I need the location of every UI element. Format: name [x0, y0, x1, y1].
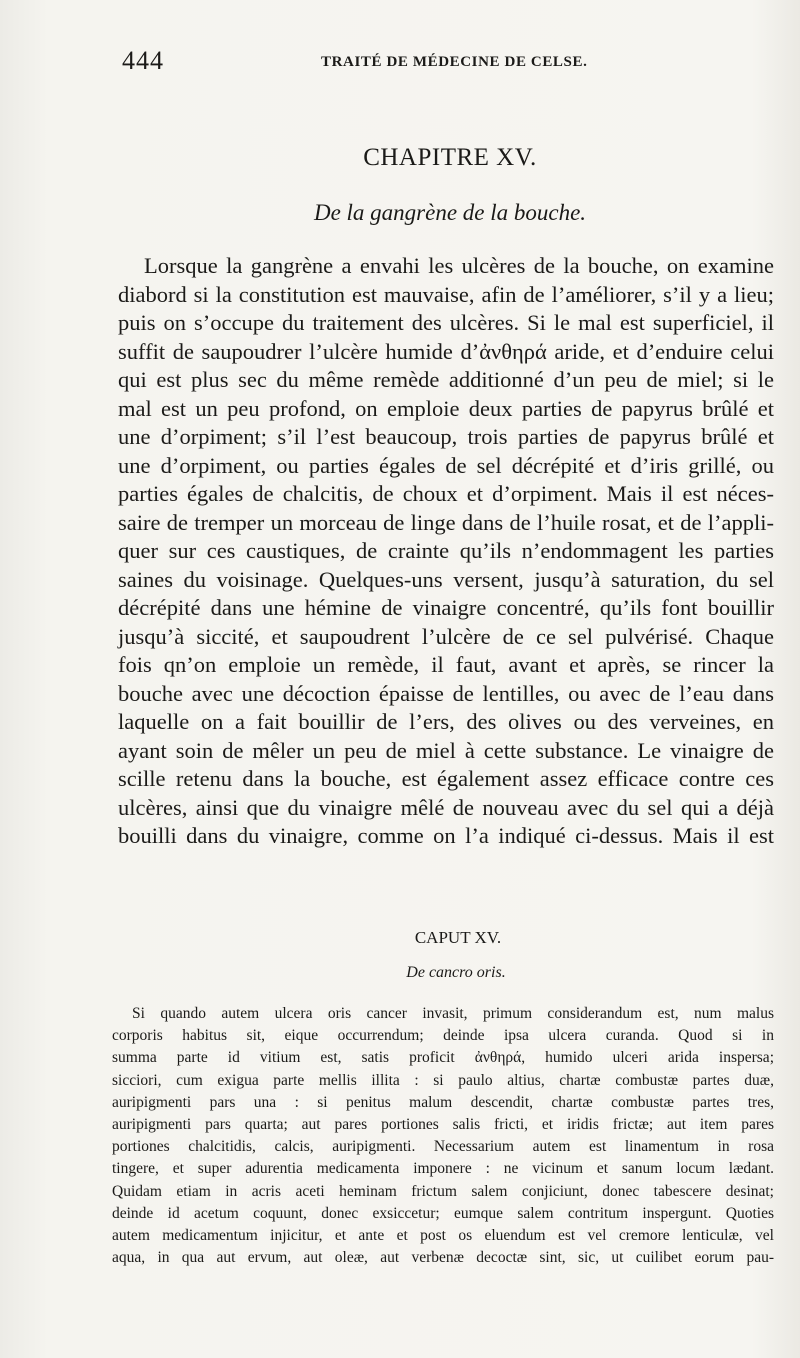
french-line: saines du voisinage. Quelques-uns versent, jusqu’à saturation, du sel	[118, 566, 774, 592]
french-line: Lorsque la gangrène a envahi les ulcères de la bouche, on examine	[144, 253, 774, 278]
french-line: une d’orpiment, ou parties égales de sel décrépité et d’iris grillé, ou	[118, 452, 774, 478]
french-line: décrépité dans une hémine de vinaigre concentré, qu’ils font bouillir	[118, 595, 774, 620]
latin-line: auripigmenti pars una : si penitus malum descendit, chartæ combustæ partes tres,	[112, 1093, 774, 1111]
caput-title: CAPUT XV.	[414, 928, 502, 947]
latin-line: autem medicamentum injicitur, et ante et post os eluendum est vel cremore lenticulæ, vel	[112, 1226, 774, 1244]
french-line: bouilli dans du vinaigre, comme on l’a indiqué ci-dessus. Mais il est	[118, 823, 774, 848]
latin-line: auripigmenti pars quarta; aut pares portiones salis fricti, et iridis frictæ; aut item pares	[112, 1115, 774, 1133]
french-paragraph	[118, 252, 774, 851]
latin-line: summa parte id vitium est, satis proficit ἀνθηρά, humido ulceri arida inspersa;	[112, 1049, 774, 1067]
latin-paragraph	[112, 1003, 774, 1269]
page-number: 444	[122, 46, 164, 75]
french-line: ulcères, ainsi que du vinaigre mêlé de nouveau avec du sel qui a déjà	[118, 794, 774, 820]
running-head	[118, 46, 608, 76]
french-line: bouche avec une décoction épaisse de lentilles, ou avec de l’eau dans	[118, 680, 774, 706]
chapter-subtitle: De la gangrène de la bouche.	[313, 200, 587, 225]
latin-line: corporis habitus sit, eique occurrendum; deinde ipsa ulcera curanda. Quod si in	[112, 1027, 774, 1045]
latin-line: sicciori, cum exigua parte mellis illita : si paulo altius, chartæ combustæ partes duæ,	[112, 1071, 774, 1089]
french-line: saire de tremper un morceau de linge dans de l’huile rosat, et de l’appli-	[118, 509, 774, 535]
french-line: jusqu’à siccité, et saupoudrent l’ulcère de ce sel pulvérisé. Chaque	[118, 623, 774, 649]
latin-line: tingere, et super adurentia medicamenta imponere : ne vicinum et sanum locum lædant.	[112, 1160, 774, 1178]
french-line: diabord si la constitution est mauvaise, afin de l’améliorer, s’il y a lieu;	[118, 281, 774, 307]
latin-line: Si quando autem ulcera oris cancer invasit, primum considerandum est, num malus	[132, 1005, 774, 1022]
french-line: mal est un peu profond, on emploie deux parties de papyrus brûlé et	[118, 395, 774, 421]
french-line: ayant soin de mêler un peu de miel à cette substance. Le vinaigre de	[118, 737, 774, 763]
french-line: suffit de saupoudrer l’ulcère humide d’ἀνθηρά aride, et d’enduire celui	[118, 338, 774, 364]
latin-line: Quidam etiam in acris aceti heminam frictum salem conjiciunt, donec tabescere desinat;	[112, 1182, 774, 1200]
latin-line: portiones chalcitidis, calcis, auripigmenti. Necessarium autem est linamentum in rosa	[112, 1138, 774, 1156]
chapter-title: CHAPITRE XV.	[363, 144, 537, 171]
french-line: fois qn’on emploie un remède, il faut, avant et après, se rincer la	[118, 652, 774, 677]
running-title: TRAITÉ DE MÉDECINE DE CELSE.	[321, 54, 588, 70]
french-line: une d’orpiment; s’il l’est beaucoup, trois parties de papyrus brûlé et	[118, 424, 774, 449]
french-line: laquelle on a fait bouillir de l’ers, des olives ou des verveines, en	[118, 709, 774, 734]
latin-line: aqua, in qua aut ervum, aut oleæ, aut verbenæ decoctæ sint, sic, ut cuilibet eorum pau-	[112, 1249, 774, 1267]
french-line: parties égales de chalcitis, de choux et d’orpiment. Mais il est néces-	[118, 481, 774, 506]
french-line: quer sur ces caustiques, de crainte qu’ils n’endommagent les parties	[118, 538, 774, 563]
latin-line: deinde id acetum coquunt, donec exsiccetur; eumque salem contritum inspergunt. Quoties	[112, 1204, 774, 1222]
french-line: scille retenu dans la bouche, est également assez efficace contre ces	[118, 766, 774, 791]
french-line: qui est plus sec du même remède additionné d’un peu de miel; si le	[118, 367, 774, 392]
caput-subtitle: De cancro oris.	[406, 964, 506, 981]
french-line: puis on s’occupe du traitement des ulcères. Si le mal est superficiel, il	[118, 310, 774, 335]
